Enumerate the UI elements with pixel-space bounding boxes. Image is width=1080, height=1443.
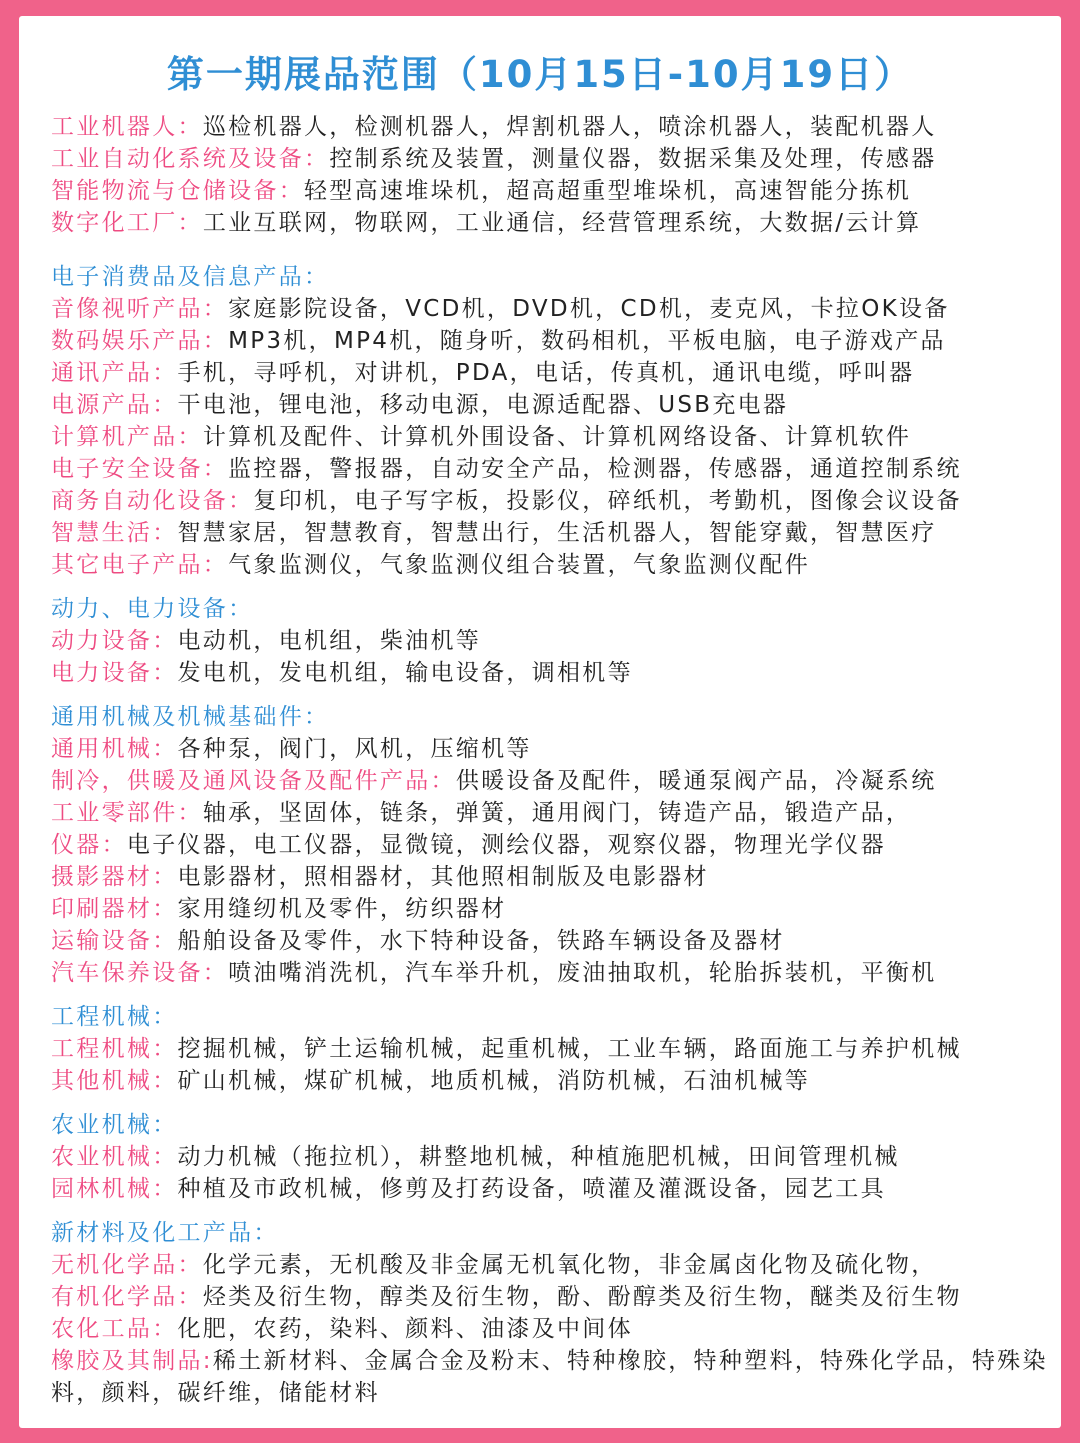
item-label: 运输设备：: [51, 928, 178, 954]
list-item: [51, 1281, 1061, 1313]
item-label: 其他机械：: [51, 1068, 178, 1094]
item-text: 喷油嘴消洗机，汽车举升机，废油抽取机，轮胎拆装机，平衡机: [228, 960, 937, 986]
item-label: 园林机械：: [51, 1176, 178, 1202]
item-text: 计算机及配件、计算机外围设备、计算机网络设备、计算机软件: [202, 424, 912, 450]
list-item: [51, 143, 937, 175]
item-text: 化肥，农药，染料、颜料、油漆及中间体: [177, 1316, 633, 1342]
section-heading: 动力、电力设备：: [51, 596, 254, 622]
item-text: 矿山机械，煤矿机械，地质机械，消防机械，石油机械等: [177, 1068, 810, 1094]
item-label: 工业自动化系统及设备：: [51, 146, 330, 172]
item-label: 数码娱乐产品：: [51, 328, 229, 354]
list-item: [51, 485, 962, 517]
list-item: [51, 1033, 962, 1065]
item-label: 制冷，供暖及通风设备及配件产品：: [51, 768, 456, 794]
section-heading: 通用机械及机械基础件：: [51, 704, 330, 730]
section-heading: 农业机械：: [51, 1112, 178, 1138]
item-label: 计算机产品：: [51, 424, 203, 450]
item-label: 智慧生活：: [51, 520, 178, 546]
item-text: 种植及市政机械，修剪及打药设备，喷灌及灌溉设备，园艺工具: [177, 1176, 886, 1202]
item-text: 监控器，警报器，自动安全产品，检测器，传感器，通道控制系统: [228, 456, 962, 482]
list-item: [51, 893, 937, 925]
list-item: [51, 517, 962, 549]
section-heading: 工程机械：: [51, 1004, 178, 1030]
item-label: 汽车保养设备：: [51, 960, 229, 986]
item-text: 手机，寻呼机，对讲机，PDA，电话，传真机，通讯电缆，呼叫器: [177, 360, 915, 386]
item-text: 巡检机器人，检测机器人，焊割机器人，喷涂机器人，装配机器人: [202, 114, 937, 140]
item-text: 化学元素，无机酸及非金属无机氧化物，非金属卤化物及硫化物，: [202, 1252, 937, 1278]
list-item: [51, 925, 937, 957]
item-label: 数字化工厂：: [51, 210, 203, 236]
item-text: 工业互联网，物联网，工业通信，经营管理系统，大数据/云计算: [202, 210, 922, 236]
list-item: [51, 1313, 1061, 1345]
section-new-materials: [51, 1217, 1061, 1409]
item-text: 复印机，电子写字板，投影仪，碎纸机，考勤机，图像会议设备: [253, 488, 962, 514]
section-heading: 电子消费品及信息产品：: [51, 264, 330, 290]
item-label: 电子安全设备：: [51, 456, 229, 482]
content-card: [19, 16, 1061, 1428]
item-text: 气象监测仪，气象监测仪组合装置，气象监测仪配件: [228, 552, 811, 578]
list-item: [51, 207, 937, 239]
item-text: 轻型高速堆垛机，超高超重型堆垛机，高速智能分拣机: [304, 178, 912, 204]
list-item: [51, 1173, 900, 1205]
item-text: 控制系统及装置，测量仪器，数据采集及处理，传感器: [329, 146, 937, 172]
item-label: 工业零部件：: [51, 800, 203, 826]
list-item: [51, 1065, 962, 1097]
item-text: 家用缝纫机及零件，纺织器材: [177, 896, 507, 922]
list-item: [51, 325, 962, 357]
list-item: [51, 829, 937, 861]
item-text: 智慧家居，智慧教育，智慧出行，生活机器人，智能穿戴，智慧医疗: [177, 520, 937, 546]
item-text: 轴承，坚固体，链条，弹簧，通用阀门，铸造产品，锻造产品，: [202, 800, 912, 826]
item-label: 农业机械：: [51, 1144, 178, 1170]
list-item: [51, 957, 937, 989]
item-text: 各种泵，阀门，风机，压缩机等: [177, 736, 532, 762]
item-text: 船舶设备及零件，水下特种设备，铁路车辆设备及器材: [177, 928, 785, 954]
section-industrial-automation: [51, 111, 937, 239]
list-item: [51, 657, 633, 689]
item-label: 工程机械：: [51, 1036, 178, 1062]
item-text: MP3机，MP4机，随身听，数码相机，平板电脑，电子游戏产品: [228, 328, 946, 354]
item-text: 动力机械（拖拉机），耕整地机械，种植施肥机械，田间管理机械: [177, 1144, 900, 1170]
item-label: 摄影器材：: [51, 864, 178, 890]
item-label: 智能物流与仓储设备：: [51, 178, 304, 204]
list-item: [51, 111, 937, 143]
item-label: 无机化学品：: [51, 1252, 203, 1278]
list-item: [51, 1345, 1061, 1409]
list-item: [51, 175, 937, 207]
item-text: 干电池，锂电池，移动电源，电源适配器、USB充电器: [177, 392, 789, 418]
list-item: [51, 421, 962, 453]
item-label: 音像视听产品：: [51, 296, 229, 322]
list-item: [51, 357, 962, 389]
item-text: 电动机，电机组，柴油机等: [177, 628, 482, 654]
list-item: [51, 549, 962, 581]
section-power-equipment: [51, 593, 633, 689]
page-title: 第一期展品范围（10月15日-10月19日）: [166, 53, 914, 96]
item-text: 家庭影院设备，VCD机，DVD机，CD机，麦克风，卡拉OK设备: [228, 296, 950, 322]
item-text: 供暖设备及配件，暖通泵阀产品，冷凝系统: [455, 768, 937, 794]
item-label: 印刷器材：: [51, 896, 178, 922]
section-heading: 新材料及化工产品：: [51, 1220, 279, 1246]
item-text: 电子仪器，电工仪器，显微镜，测绘仪器，观察仪器，物理光学仪器: [126, 832, 886, 858]
item-text: 稀土新材料、金属合金及粉末、特种橡胶，特种塑料，特殊化学品，特殊染料，颜料，碳纤维，储能材料: [51, 1348, 1048, 1406]
list-item: [51, 389, 962, 421]
list-item: [51, 625, 633, 657]
item-label: 商务自动化设备：: [51, 488, 254, 514]
section-general-machinery: [51, 701, 937, 989]
list-item: [51, 733, 937, 765]
item-label: 农化工品：: [51, 1316, 178, 1342]
item-label: 橡胶及其制品:: [51, 1348, 213, 1374]
item-text: 电影器材，照相器材，其他照相制版及电影器材: [177, 864, 709, 890]
item-text: 挖掘机械，铲土运输机械，起重机械，工业车辆，路面施工与养护机械: [177, 1036, 962, 1062]
list-item: [51, 1249, 1061, 1281]
item-label: 有机化学品：: [51, 1284, 203, 1310]
item-label: 仪器：: [51, 832, 127, 858]
item-label: 动力设备：: [51, 628, 178, 654]
list-item: [51, 765, 937, 797]
item-label: 电源产品：: [51, 392, 178, 418]
section-agricultural-machinery: [51, 1109, 900, 1205]
item-label: 工业机器人：: [51, 114, 203, 140]
list-item: [51, 293, 962, 325]
item-text: 烃类及衍生物，醇类及衍生物，酚、酚醇类及衍生物，醚类及衍生物: [202, 1284, 962, 1310]
item-label: 其它电子产品：: [51, 552, 229, 578]
section-electronics: [51, 261, 962, 581]
list-item: [51, 861, 937, 893]
section-engineering-machinery: [51, 1001, 962, 1097]
item-text: 发电机，发电机组，输电设备，调相机等: [177, 660, 633, 686]
item-label: 通用机械：: [51, 736, 178, 762]
list-item: [51, 1141, 900, 1173]
item-label: 通讯产品：: [51, 360, 178, 386]
list-item: [51, 453, 962, 485]
list-item: [51, 797, 937, 829]
item-label: 电力设备：: [51, 660, 178, 686]
